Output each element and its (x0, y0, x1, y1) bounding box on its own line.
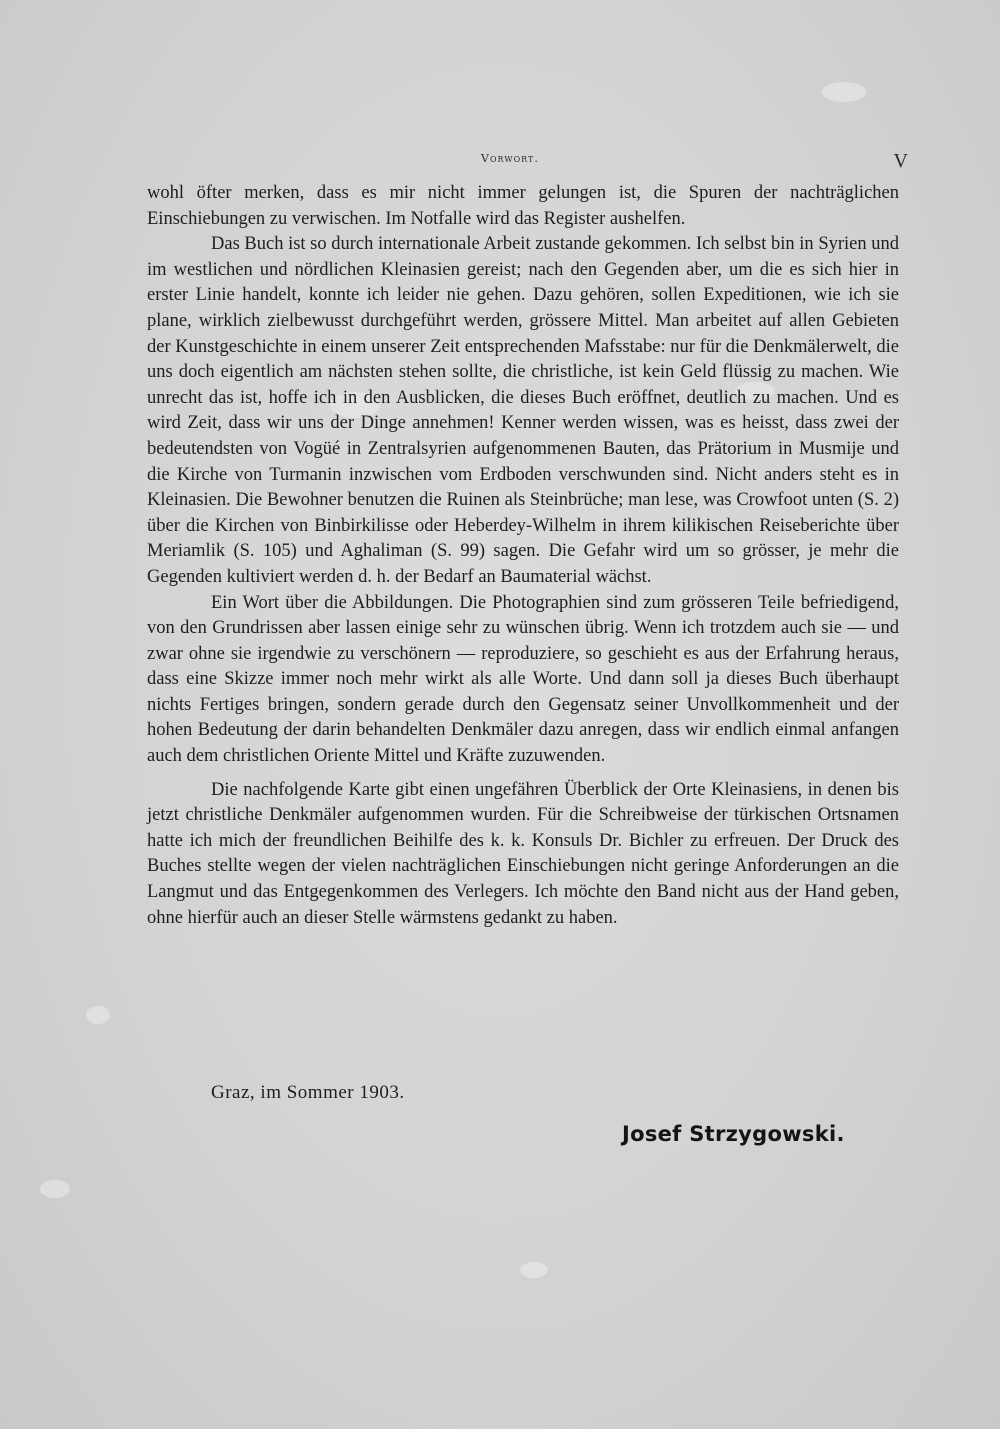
paragraph: Die nachfolgende Karte gibt einen ungefähren Überblick der Orte Kleinasiens, in denen bis jetzt christliche Denkmäler aufgenommen wurden. Für die Schreibweise der türkischen Ortsnamen hatte ich mich der freundlichen Beihilfe des k. k. Konsuls Dr. Bichler zu erfreuen. Der Druck des Buches stellte wegen der vielen nachträglichen Einschiebungen nicht geringe Anforderungen an die Langmut und das Entgegenkommen des Verlegers. Ich möchte den Band nicht aus der Hand geben, ohne hierfür auch an dieser Stelle wärmstens gedankt zu haben. (147, 779, 899, 928)
place-date: Graz, im Sommer 1903. (211, 1082, 405, 1103)
page-header (148, 148, 908, 178)
paper-stain (40, 1180, 70, 1198)
page-number: V (893, 150, 908, 172)
paper-stain (822, 82, 866, 102)
signature: Josef Strzygowski. (622, 1122, 845, 1146)
running-title: Vorwort. (481, 152, 539, 165)
paper-stain (520, 1262, 548, 1278)
paper-stain (86, 1006, 110, 1024)
paragraph: Das Buch ist so durch internationale Arbeit zustande gekommen. Ich selbst bin in Syrien und im westlichen und nördlichen Kleinasien gereist; nach den Gegenden aber, um die es sich hier in erster Linie handelt, konnte ich leider nie gehen. Dazu gehören, sollen Expeditionen, wie ich sie plane, wirklich zielbewusst durchgeführt werden, grössere Mittel. Man arbeitet auf allen Gebieten der Kunstgeschichte in einem unserer Zeit entsprechenden Mafsstabe: nur für die Denkmälerwelt, die uns doch eigentlich am nächsten stehen sollte, die christliche, ist kein Geld flüssig zu machen. Wie unrecht das ist, hoffe ich in den Ausblicken, die dieses Buch eröffnet, deutlich zu machen. Und es wird Zeit, dass wir uns der Dinge annehmen! Kenner werden wissen, was es heisst, dass zwei der bedeutendsten von Vogüé in Zentralsyrien aufgenommenen Bauten, das Prätorium in Musmije und die Kirche von Turmanin inzwischen vom Erdboden verschwunden sind. Nicht anders steht es in Kleinasien. Die Bewohner benutzen die Ruinen als Steinbrüche; man lese, was Crowfoot unten (S. 2) über die Kirchen von Binbirkilisse oder Heberdey-Wilhelm in ihrem kilikischen Reiseberichte über Meriamlik (S. 105) und Aghaliman (S. 99) sagen. Die Gefahr wird um so grösser, je mehr die Gegenden kultiviert werden d. h. der Bedarf an Baumaterial wächst. (147, 234, 899, 587)
body-text (147, 181, 899, 931)
paragraph: wohl öfter merken, dass es mir nicht immer gelungen ist, die Spuren der nachträglichen Einschiebungen zu verwischen. Im Notfalle wird das Register aushelfen. (147, 183, 899, 229)
paragraph: Ein Wort über die Abbildungen. Die Photographien sind zum grösseren Teile befriedigend, von den Grundrissen aber lassen einige sehr zu wünschen übrig. Wenn ich trotzdem auch sie — und zwar ohne sie irgendwie zu verschönern — reproduziere, so geschieht es aus der Erfahrung heraus, dass eine Skizze immer noch mehr wirkt als alle Worte. Und dann soll ja dieses Buch überhaupt nichts Fertiges bringen, sondern gerade durch den Gegensatz seiner Unvollkommenheit und der hohen Bedeutung der darin behandelten Denkmäler dazu anregen, dass wir endlich einmal anfangen auch dem christlichen Oriente Mittel und Kräfte zuzuwenden. (147, 592, 899, 767)
